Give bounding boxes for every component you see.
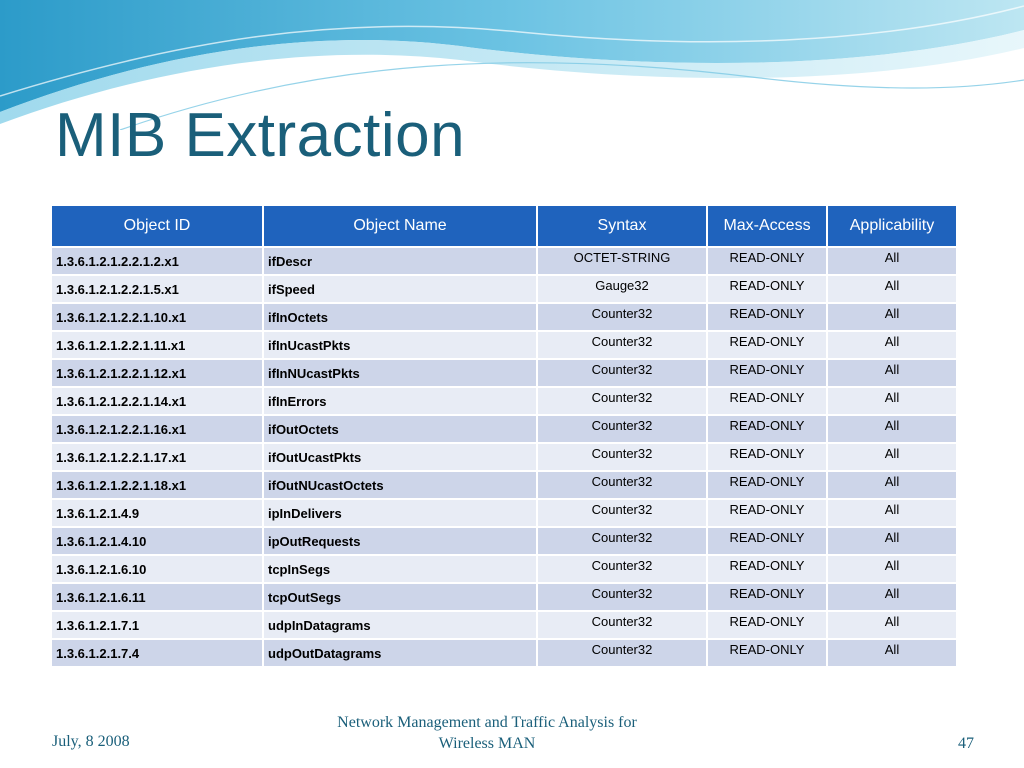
applicability-cell: All <box>827 331 957 359</box>
table-row <box>51 583 957 611</box>
applicability-cell: All <box>827 303 957 331</box>
applicability-cell: All <box>827 639 957 667</box>
max-access-cell: READ-ONLY <box>707 387 827 415</box>
object-name-cell: ifDescr <box>263 247 537 275</box>
syntax-cell: Counter32 <box>537 303 707 331</box>
object-name-cell: ifInErrors <box>263 387 537 415</box>
max-access-cell: READ-ONLY <box>707 359 827 387</box>
object-name-cell: ipOutRequests <box>263 527 537 555</box>
object-name-cell: ifInNUcastPkts <box>263 359 537 387</box>
max-access-cell: READ-ONLY <box>707 415 827 443</box>
table-row <box>51 555 957 583</box>
object-id-cell: 1.3.6.1.2.1.2.2.1.17.x1 <box>51 443 263 471</box>
max-access-cell: READ-ONLY <box>707 639 827 667</box>
footer-presentation-title <box>287 712 687 754</box>
header-max-access: Max-Access <box>707 205 827 247</box>
object-id-cell: 1.3.6.1.2.1.6.10 <box>51 555 263 583</box>
header-object-id: Object ID <box>51 205 263 247</box>
applicability-cell: All <box>827 499 957 527</box>
syntax-cell: Counter32 <box>537 583 707 611</box>
syntax-cell: Counter32 <box>537 443 707 471</box>
object-id-cell: 1.3.6.1.2.1.2.2.1.12.x1 <box>51 359 263 387</box>
table-header-row <box>51 205 957 247</box>
header-applicability: Applicability <box>827 205 957 247</box>
max-access-cell: READ-ONLY <box>707 443 827 471</box>
table-row <box>51 639 957 667</box>
applicability-cell: All <box>827 471 957 499</box>
syntax-cell: Counter32 <box>537 639 707 667</box>
max-access-cell: READ-ONLY <box>707 471 827 499</box>
slide-title: MIB Extraction <box>55 101 466 170</box>
applicability-cell: All <box>827 415 957 443</box>
object-id-cell: 1.3.6.1.2.1.2.2.1.16.x1 <box>51 415 263 443</box>
table-row <box>51 443 957 471</box>
object-name-cell: ifInOctets <box>263 303 537 331</box>
applicability-cell: All <box>827 247 957 275</box>
max-access-cell: READ-ONLY <box>707 611 827 639</box>
max-access-cell: READ-ONLY <box>707 331 827 359</box>
max-access-cell: READ-ONLY <box>707 247 827 275</box>
max-access-cell: READ-ONLY <box>707 583 827 611</box>
max-access-cell: READ-ONLY <box>707 303 827 331</box>
table-row <box>51 387 957 415</box>
table-row <box>51 471 957 499</box>
page-number: 47 <box>958 735 974 752</box>
header-object-name: Object Name <box>263 205 537 247</box>
applicability-cell: All <box>827 583 957 611</box>
syntax-cell: Gauge32 <box>537 275 707 303</box>
mib-table <box>50 204 958 668</box>
object-id-cell: 1.3.6.1.2.1.7.4 <box>51 639 263 667</box>
object-id-cell: 1.3.6.1.2.1.4.10 <box>51 527 263 555</box>
object-name-cell: ifSpeed <box>263 275 537 303</box>
max-access-cell: READ-ONLY <box>707 499 827 527</box>
syntax-cell: Counter32 <box>537 499 707 527</box>
footer-date: July, 8 2008 <box>52 733 130 750</box>
applicability-cell: All <box>827 443 957 471</box>
applicability-cell: All <box>827 527 957 555</box>
object-id-cell: 1.3.6.1.2.1.2.2.1.18.x1 <box>51 471 263 499</box>
syntax-cell: Counter32 <box>537 555 707 583</box>
syntax-cell: OCTET-STRING <box>537 247 707 275</box>
object-name-cell: ipInDelivers <box>263 499 537 527</box>
object-name-cell: ifOutNUcastOctets <box>263 471 537 499</box>
applicability-cell: All <box>827 359 957 387</box>
syntax-cell: Counter32 <box>537 359 707 387</box>
object-name-cell: udpOutDatagrams <box>263 639 537 667</box>
footer-title-line-1: Network Management and Traffic Analysis for <box>337 714 637 731</box>
object-name-cell: ifOutUcastPkts <box>263 443 537 471</box>
object-id-cell: 1.3.6.1.2.1.2.2.1.2.x1 <box>51 247 263 275</box>
object-name-cell: ifOutOctets <box>263 415 537 443</box>
header-syntax: Syntax <box>537 205 707 247</box>
syntax-cell: Counter32 <box>537 527 707 555</box>
syntax-cell: Counter32 <box>537 387 707 415</box>
syntax-cell: Counter32 <box>537 331 707 359</box>
object-name-cell: tcpInSegs <box>263 555 537 583</box>
applicability-cell: All <box>827 275 957 303</box>
table-row <box>51 303 957 331</box>
object-id-cell: 1.3.6.1.2.1.2.2.1.5.x1 <box>51 275 263 303</box>
table-row <box>51 415 957 443</box>
syntax-cell: Counter32 <box>537 611 707 639</box>
max-access-cell: READ-ONLY <box>707 555 827 583</box>
table-row <box>51 499 957 527</box>
max-access-cell: READ-ONLY <box>707 275 827 303</box>
table-row <box>51 331 957 359</box>
applicability-cell: All <box>827 387 957 415</box>
table-row <box>51 247 957 275</box>
object-name-cell: ifInUcastPkts <box>263 331 537 359</box>
object-id-cell: 1.3.6.1.2.1.2.2.1.14.x1 <box>51 387 263 415</box>
max-access-cell: READ-ONLY <box>707 527 827 555</box>
applicability-cell: All <box>827 555 957 583</box>
table-row <box>51 359 957 387</box>
object-id-cell: 1.3.6.1.2.1.6.11 <box>51 583 263 611</box>
object-id-cell: 1.3.6.1.2.1.2.2.1.11.x1 <box>51 331 263 359</box>
syntax-cell: Counter32 <box>537 415 707 443</box>
syntax-cell: Counter32 <box>537 471 707 499</box>
applicability-cell: All <box>827 611 957 639</box>
table-row <box>51 527 957 555</box>
object-id-cell: 1.3.6.1.2.1.7.1 <box>51 611 263 639</box>
footer-title-line-2: Wireless MAN <box>438 735 536 752</box>
table-row <box>51 611 957 639</box>
object-name-cell: tcpOutSegs <box>263 583 537 611</box>
object-id-cell: 1.3.6.1.2.1.2.2.1.10.x1 <box>51 303 263 331</box>
table-body <box>51 247 957 667</box>
table-row <box>51 275 957 303</box>
object-name-cell: udpInDatagrams <box>263 611 537 639</box>
object-id-cell: 1.3.6.1.2.1.4.9 <box>51 499 263 527</box>
